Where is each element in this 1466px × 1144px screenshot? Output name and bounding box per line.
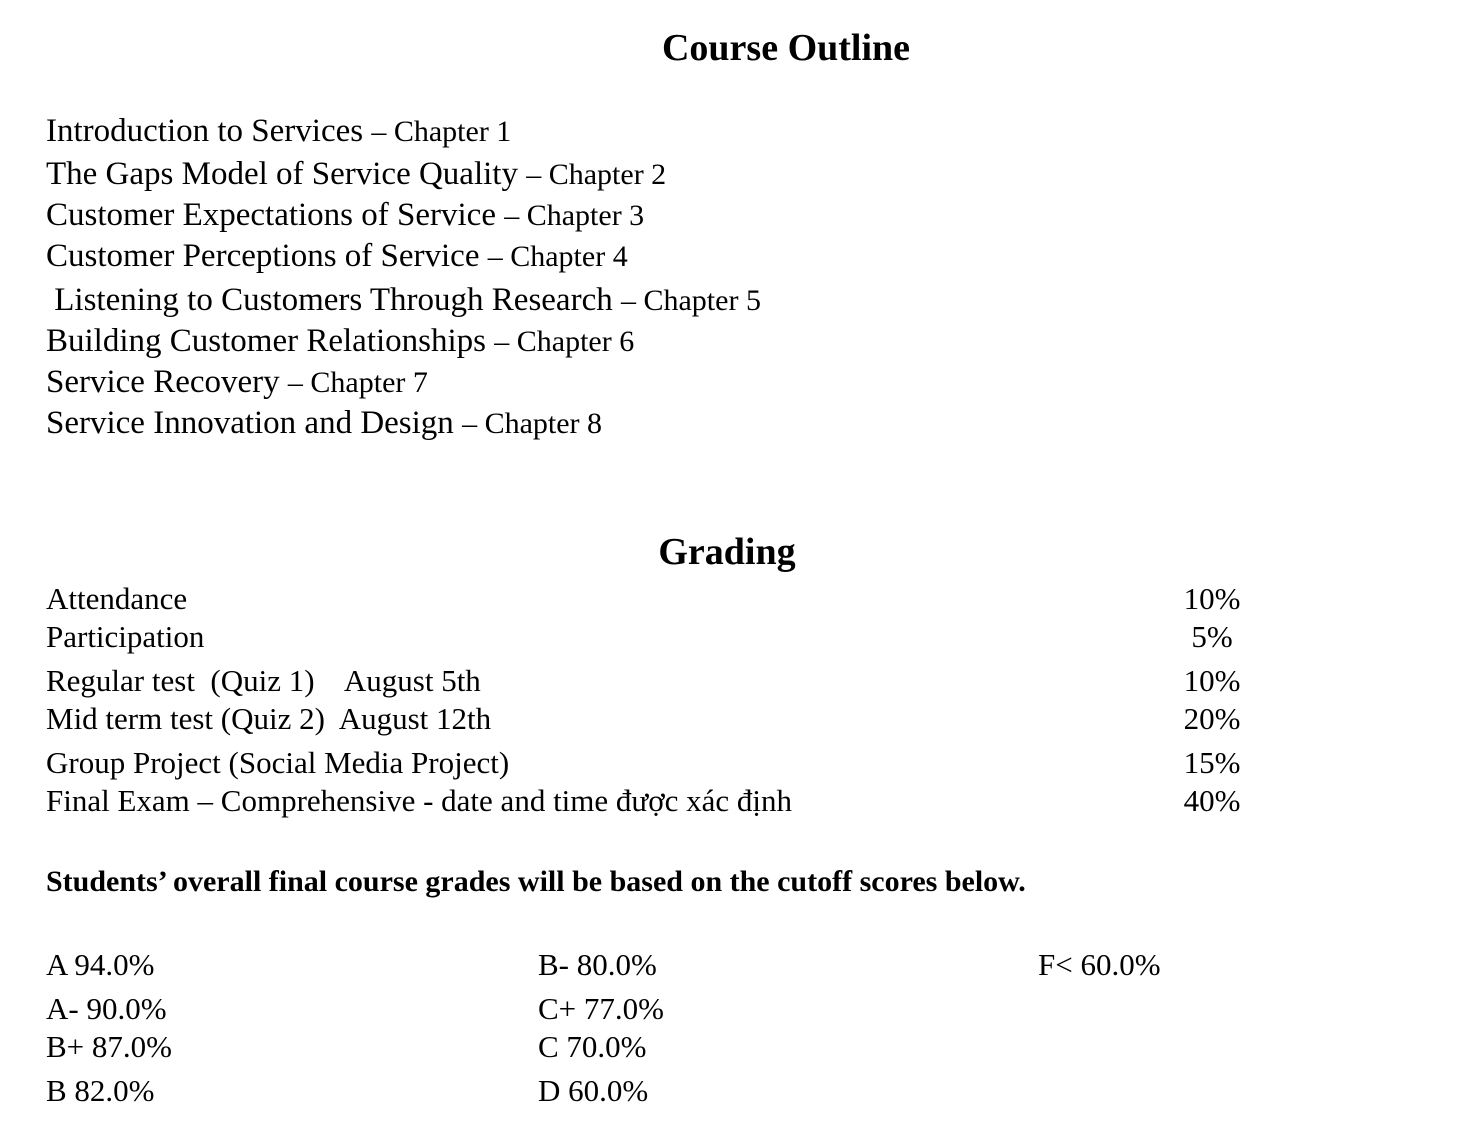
grading-item-label: Participation — [46, 619, 205, 654]
grading-heading: Grading — [658, 531, 796, 573]
cutoff-score: B- 80.0% — [538, 947, 657, 982]
grading-item-weight: 10% — [1183, 663, 1241, 698]
course-outline-heading: Course Outline — [661, 27, 911, 69]
outline-chapter: – Chapter 6 — [494, 325, 635, 358]
outline-topic: Customer Perceptions of Service — [46, 238, 480, 274]
grading-item-weight: 15% — [1183, 745, 1241, 780]
grading-item-label: Group Project (Social Media Project) — [46, 745, 510, 780]
cutoff-score: C+ 77.0% — [538, 991, 664, 1026]
cutoff-score: D 60.0% — [538, 1073, 649, 1108]
outline-chapter: – Chapter 8 — [462, 407, 603, 440]
outline-item — [46, 362, 428, 403]
grading-item-weight: 5% — [1191, 619, 1233, 654]
outline-item — [46, 280, 761, 321]
grading-item-label: Regular test (Quiz 1) August 5th — [46, 663, 481, 698]
grading-item-weight: 20% — [1183, 701, 1241, 736]
grading-item-label: Attendance — [46, 581, 188, 616]
outline-topic: Building Customer Relationships — [46, 323, 487, 359]
outline-item — [46, 321, 634, 362]
outline-item — [46, 154, 666, 195]
outline-chapter: – Chapter 4 — [487, 240, 628, 273]
outline-topic: Service Innovation and Design — [46, 405, 454, 441]
cutoff-score: A- 90.0% — [46, 991, 167, 1026]
grading-item-weight: 40% — [1183, 783, 1241, 818]
outline-chapter: – Chapter 1 — [371, 115, 512, 148]
cutoff-score: B 82.0% — [46, 1073, 155, 1108]
outline-item — [46, 111, 511, 152]
outline-chapter: – Chapter 2 — [526, 158, 667, 191]
outline-topic: Introduction to Services — [46, 113, 364, 149]
outline-item — [46, 403, 602, 444]
outline-topic: The Gaps Model of Service Quality — [46, 156, 518, 192]
outline-topic: Service Recovery — [46, 364, 280, 400]
cutoff-score: C 70.0% — [538, 1029, 647, 1064]
outline-topic: Listening to Customers Through Research — [46, 282, 613, 318]
outline-chapter: – Chapter 3 — [504, 199, 645, 232]
outline-item — [46, 195, 644, 236]
outline-topic: Customer Expectations of Service — [46, 197, 496, 233]
outline-chapter: – Chapter 7 — [287, 366, 428, 399]
outline-item — [46, 236, 628, 277]
cutoff-score: F< 60.0% — [1038, 947, 1161, 982]
cutoff-score: B+ 87.0% — [46, 1029, 172, 1064]
cutoff-score: A 94.0% — [46, 947, 155, 982]
grading-item-label: Mid term test (Quiz 2) August 12th — [46, 701, 492, 736]
cutoff-note: Students’ overall final course grades will be based on the cutoff scores below. — [46, 865, 1026, 898]
grading-item-weight: 10% — [1183, 581, 1241, 616]
outline-chapter: – Chapter 5 — [620, 284, 761, 317]
grading-item-label: Final Exam – Comprehensive - date and time được xác định — [46, 783, 792, 818]
